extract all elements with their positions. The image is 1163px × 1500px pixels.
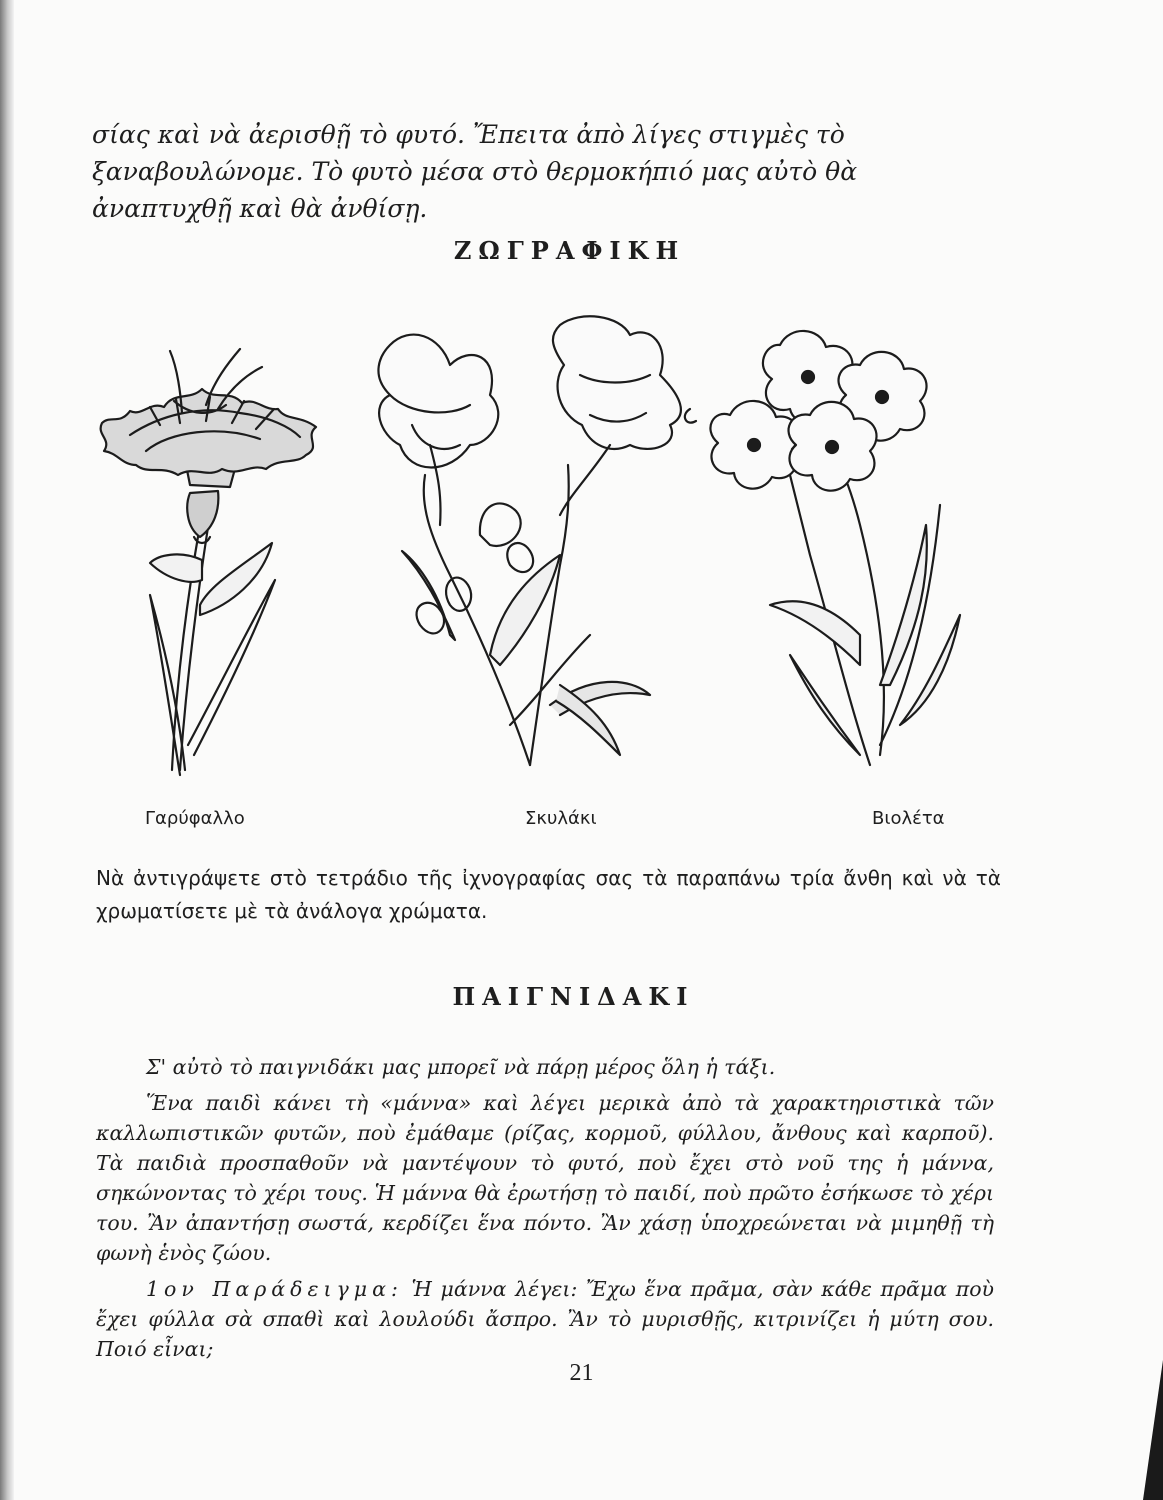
- flower-illustrations: [90, 305, 990, 795]
- page-number: 21: [569, 1360, 594, 1386]
- caption-carnation: Γαρύφαλλο: [145, 808, 245, 829]
- page-corner-shadow: [1133, 1360, 1163, 1500]
- carnation-illustration: [101, 349, 316, 775]
- drawing-instruction: Νὰ ἀντιγράψετε στὸ τετράδιο τῆς ἰχνογραφίας σας τὰ παραπάνω τρία ἄνθη καὶ νὰ τὰ χρωματίσετε μὲ τὰ ἀνάλογα χρώματα.: [96, 866, 1001, 923]
- game-description: [96, 1052, 994, 1364]
- caption-violet: Βιολέτα: [872, 808, 945, 829]
- intro-paragraph: σίας καὶ νὰ ἀερισθῇ τὸ φυτό. Ἔπειτα ἀπὸ λίγες στιγμὲς τὸ ξαναβουλώνομε. Τὸ φυτὸ μέσα στὸ θερμοκήπιό μας αὐτὸ θὰ ἀναπτυχθῇ καὶ θὰ ἀνθίσῃ.: [92, 120, 858, 223]
- example-label: 1ον Παράδειγμα:: [146, 1277, 403, 1301]
- game-paragraph-1: Σ' αὐτὸ τὸ παιγνιδάκι μας μπορεῖ νὰ πάρῃ μέρος ὅλη ἡ τάξι.: [146, 1055, 776, 1079]
- example-paragraph: [96, 1274, 994, 1364]
- snapdragon-illustration: [378, 316, 696, 765]
- violet-illustration: [710, 331, 960, 765]
- game-paragraph-2: Ἕνα παιδὶ κάνει τὴ «μάννα» καὶ λέγει μερικὰ ἀπὸ τὰ χαρακτηριστικὰ τῶν καλλωπιστικῶν φυτῶν, ποὺ ἐμάθαμε (ρίζας, κορμοῦ, φύλλου, ἄνθους καὶ καρποῦ). Τὰ παιδιὰ προσπαθοῦν νὰ μαντέψουν τὸ φυτό, ποὺ ἔχει στὸ νοῦ της ἡ μάννα, σηκώνοντας τὸ χέρι τους. Ἡ μάννα θὰ ἐρωτήσῃ τὸ παιδί, ποὺ πρῶτο ἐσήκωσε τὸ χέρι του. Ἂν ἀπαντήσῃ σωστά, κερδίζει ἕνα πόντο. Ἂν χάσῃ ὑποχρεώνεται νὰ μιμηθῇ τὴ φωνὴ ἑνὸς ζώου.: [96, 1091, 994, 1265]
- example-text: Ἡ μάννα λέγει: Ἔχω ἕνα πρᾶμα, σὰν κάθε πρᾶμα ποὺ ἔχει φύλλα σὰ σπαθὶ καὶ λουλούδι ἄσπρο. Ἂν τὸ μυρισθῇς, κιτρινίζει ἡ μύτη σου. Ποιό εἶναι;: [96, 1277, 994, 1361]
- section-title-drawing: ΖΩΓΡΑΦΙΚΗ: [453, 236, 686, 265]
- section-title-game: ΠΑΙΓΝΙΔΑΚΙ: [452, 982, 695, 1011]
- caption-snapdragon: Σκυλάκι: [525, 808, 597, 829]
- page-binding-shadow: [0, 0, 14, 1500]
